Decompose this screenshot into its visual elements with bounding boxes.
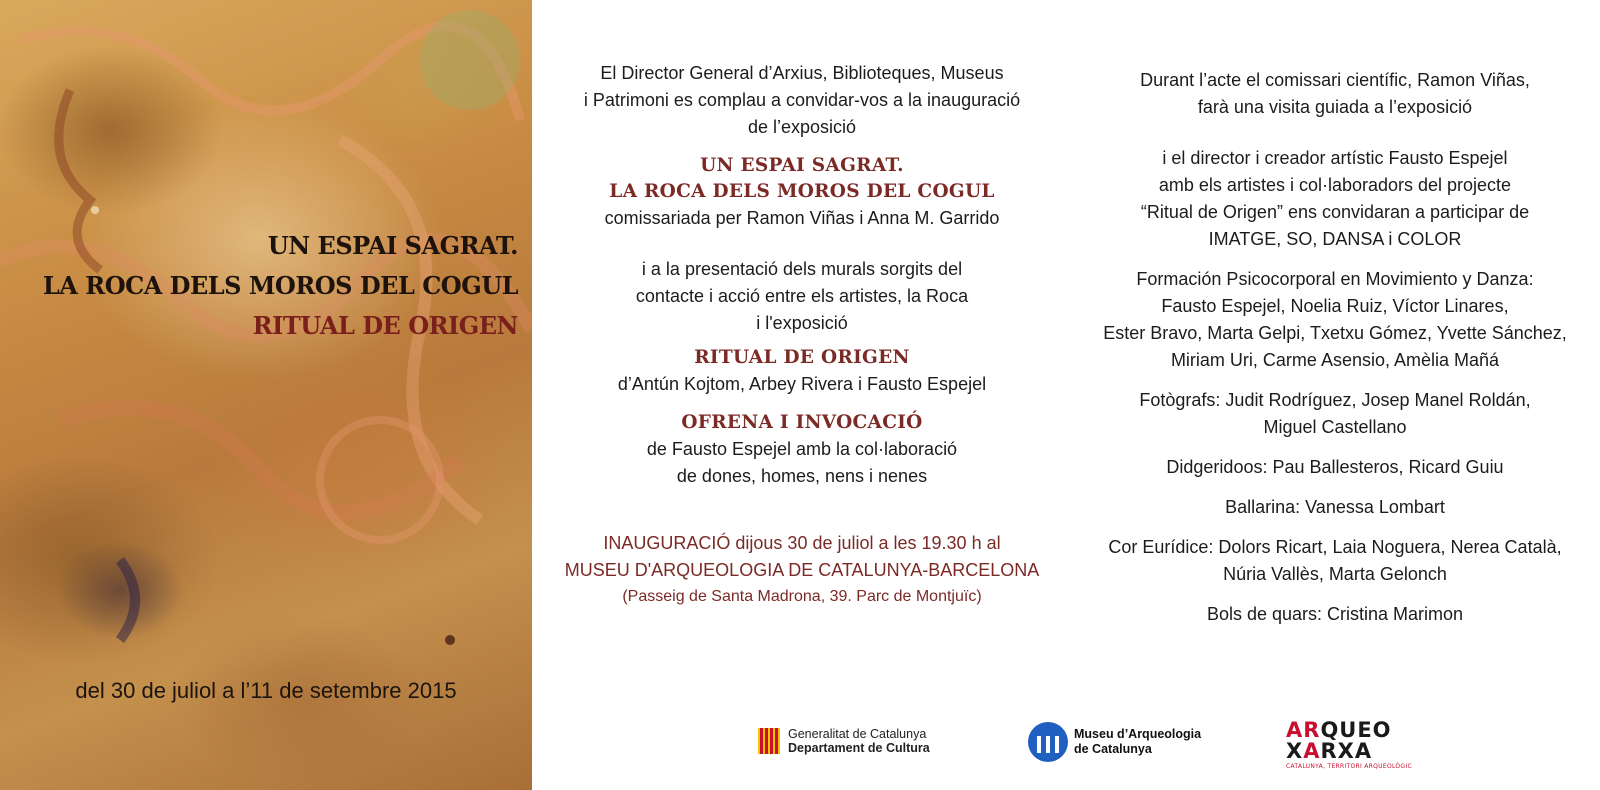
visit-line: farà una visita guiada a l’exposició [1197,97,1473,117]
arqueo-red-letters: AR [1286,718,1321,742]
cor-line: Cor Eurídice: Dolors Ricart, Laia Noguera, Nerea Català, [1108,537,1562,557]
address: (Passeig de Santa Madrona, 39. Parc de Montjuïc) [622,588,982,605]
inauguration-line: INAUGURACIÓ dijous 30 de juliol a les 19.30 h al [603,533,1001,553]
cover-image-panel [0,0,532,790]
bols-text: Bols de quars: Cristina Marimon [1206,604,1464,624]
arqueo-letters: QUEO [1320,718,1392,742]
exhibition-title-line: LA ROCA DELS MOROS DEL COGUL [609,181,995,202]
arqueoxarxa-logo [1286,720,1412,770]
exhibition-title [548,153,1056,205]
intro-text [548,60,1056,141]
formacion-line: Fausto Espejel, Noelia Ruiz, Víctor Linares, [1161,296,1509,316]
formacion-text [1080,266,1590,374]
director-line: amb els artistes i col·laboradors del projecte [1158,175,1512,195]
director-line: “Ritual de Origen” ens convidaran a participar de [1140,202,1530,222]
museu-arqueologia-logo [1028,722,1201,762]
cor-text [1080,534,1590,588]
inauguration-line: MUSEU D'ARQUEOLOGIA DE CATALUNYA-BARCELONA [564,560,1040,580]
intro-line: de l’exposició [747,117,857,137]
director-line: IMATGE, SO, DANSA i COLOR [1208,229,1462,249]
generalitat-name: Generalitat de Catalunya [788,727,927,741]
invitation-column [548,60,1056,608]
curated-by: comissariada per Ramon Viñas i Anna M. Garrido [604,208,1000,228]
formacion-line: Formación Psicocorporal en Movimiento y Danza: [1136,269,1534,289]
cor-line: Núria Vallès, Marta Gelonch [1223,564,1447,584]
intro-line: El Director General d’Arxius, Biblioteques, Museus [600,63,1004,83]
cover-dates: del 30 de juliol a l’11 de setembre 2015 [75,678,457,703]
presentation-line: i l'exposició [756,313,848,333]
ofrena-line: de Fausto Espejel amb la col·laboració [646,439,958,459]
fotografs-line: Miguel Castellano [1263,417,1407,437]
column-building-icon [1028,722,1068,762]
exhibition-title-line: UN ESPAI SAGRAT. [700,155,904,176]
xarxa-letters: RXA [1320,739,1373,763]
fotografs-text [1080,387,1590,441]
fotografs-line: Fotògrafs: Judit Rodríguez, Josep Manel Roldán, [1139,390,1531,410]
museu-name-line: de Catalunya [1074,742,1152,756]
arqueoxarxa-tagline: CATALUNYA, TERRITORI ARQUEOLÒGIC [1286,763,1412,770]
cover-title [43,226,518,346]
cover-title-line3: RITUAL DE ORIGEN [252,311,518,340]
ofrena-line: de dones, homes, nens i nenes [676,466,928,486]
ritual-by: d’Antún Kojtom, Arbey Rivera i Fausto Espejel [617,374,987,394]
intro-line: i Patrimoni es complau a convidar-vos a la inauguració [583,90,1021,110]
inauguration-info [548,530,1056,584]
director-text [1080,145,1590,253]
presentation-line: i a la presentació dels murals sorgits del [641,259,963,279]
cover-title-line1: UN ESPAI SAGRAT. [267,231,518,260]
didgeridoos-text: Didgeridoos: Pau Ballesteros, Ricard Guiu [1166,457,1504,477]
museu-name-line: Museu d’Arqueologia [1074,727,1202,741]
director-line: i el director i creador artístic Fausto Espejel [1162,148,1508,168]
ritual-title: RITUAL DE ORIGEN [694,347,910,368]
ofrena-by [548,436,1056,490]
cover-title-line2: LA ROCA DELS MOROS DEL COGUL [42,271,518,300]
rock-art-texture [0,0,532,790]
visit-text [1080,67,1590,121]
xarxa-red-letter: A [1303,739,1321,763]
senyera-icon [758,728,780,754]
formacion-line: Miriam Uri, Carme Asensio, Amèlia Mañá [1170,350,1500,370]
participants-column [1080,67,1590,628]
generalitat-logo [758,727,930,755]
ofrena-title: OFRENA I INVOCACIÓ [681,412,923,433]
visit-line: Durant l’acte el comissari científic, Ramon Viñas, [1140,70,1530,90]
presentation-line: contacte i acció entre els artistes, la Roca [635,286,969,306]
formacion-line: Ester Bravo, Marta Gelpi, Txetxu Gómez, Yvette Sánchez, [1103,323,1567,343]
xarxa-letters: X [1286,739,1304,763]
department-name: Departament de Cultura [788,741,930,755]
presentation-text [548,256,1056,337]
ballarina-text: Ballarina: Vanessa Lombart [1225,497,1445,517]
